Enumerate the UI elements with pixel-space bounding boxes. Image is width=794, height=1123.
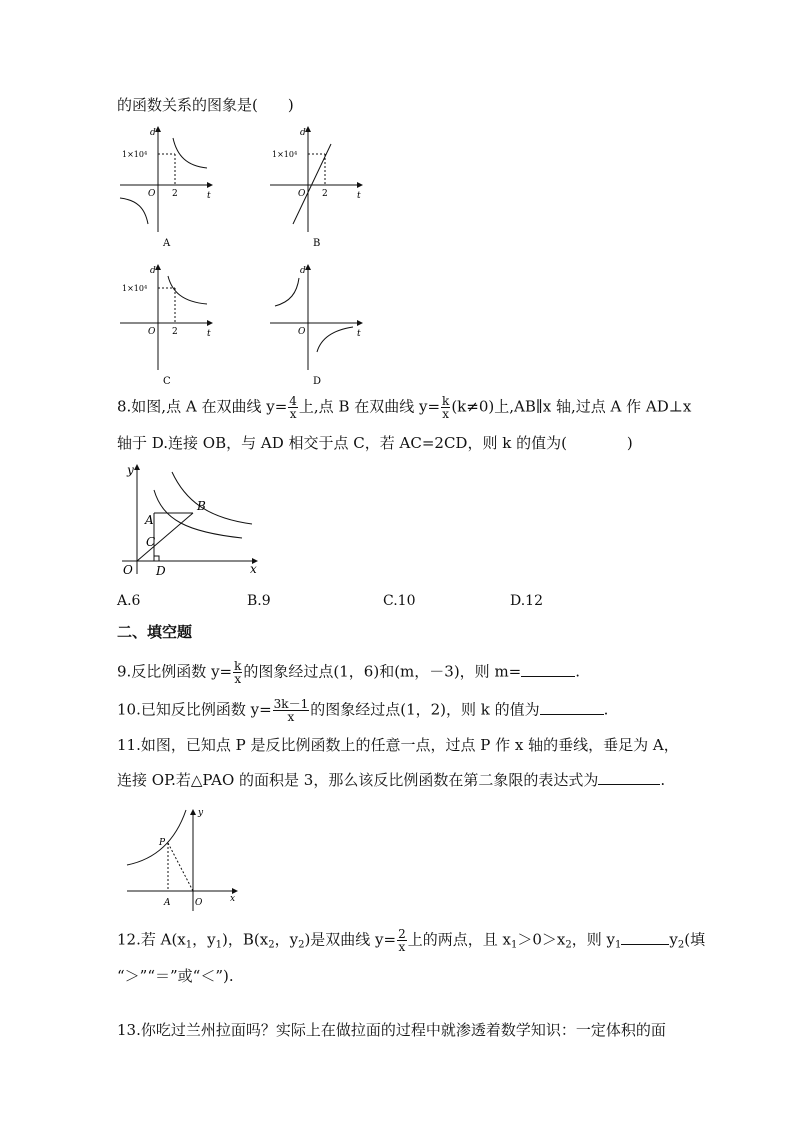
- q8-figure: [117, 460, 267, 580]
- graph-a-x-tick: 2: [172, 189, 178, 199]
- fraction-k-over-x: $\frac{k}{x}$: [442, 394, 450, 421]
- q8-point-c: C: [146, 535, 156, 549]
- graph-b: [270, 127, 362, 249]
- graph-c-x-label: t: [207, 329, 211, 339]
- q8-option-b[interactable]: B.9: [247, 593, 271, 609]
- q11-point-a: A: [164, 898, 171, 908]
- answer-blank[interactable]: [621, 930, 669, 945]
- section-title: 二、填空题: [117, 623, 193, 641]
- graph-d-label: D: [313, 376, 322, 384]
- fraction-4-over-x: $\frac{4}{x}$: [289, 394, 297, 421]
- q8-origin: O: [123, 563, 133, 577]
- answer-blank[interactable]: [598, 770, 660, 785]
- graph-d: [270, 265, 362, 384]
- graph-b-label: B: [313, 238, 321, 249]
- question-10: 10.已知反比例函数 y= $\frac{3k-1}{x}$ 的图象经过点(1，2)，则 k 的值为 .: [117, 697, 609, 724]
- graph-d-origin: O: [298, 327, 306, 337]
- graph-a-x-label: t: [207, 191, 211, 201]
- q11-figure: [122, 805, 247, 915]
- graph-d-y-label: d: [300, 266, 306, 276]
- fraction-k-over-x: $\frac{k}{x}$: [234, 659, 242, 686]
- question-7-tail: 的函数关系的图象是( ): [117, 96, 294, 114]
- q8-y-label: y: [127, 463, 134, 477]
- q8-option-d[interactable]: D.12: [510, 593, 543, 609]
- q8-point-a: A: [145, 513, 154, 527]
- q11-x-label: x: [230, 894, 236, 904]
- answer-blank[interactable]: [540, 700, 604, 715]
- graph-d-x-label: t: [357, 329, 361, 339]
- graph-b-x-tick: 2: [322, 189, 328, 199]
- graph-a-origin: O: [148, 189, 156, 199]
- question-11-line-1: 11.如图，已知点 P 是反比例函数上的任意一点，过点 P 作 x 轴的垂线，垂足为 A，: [117, 736, 679, 754]
- q8-point-b: B: [197, 499, 206, 513]
- graph-c-origin: O: [148, 327, 156, 337]
- graph-c-y-label: d: [150, 266, 156, 276]
- answer-blank[interactable]: [521, 662, 575, 677]
- graph-a-y-label: d: [150, 128, 156, 138]
- q8-option-c[interactable]: C.10: [383, 593, 416, 609]
- graph-b-origin: O: [298, 189, 306, 199]
- q11-point-p: P: [159, 838, 166, 848]
- question-12-line-1: 12.若 $A(x_1$，$y_1$)，$B(x_2$，$y_2$)是双曲线 y= $\frac{2}{x}$ 上的两点，且 $x_1>0>x_2$，则 $y_1$ $y_2$(填: [117, 927, 706, 954]
- q11-y-label: y: [198, 808, 204, 818]
- question-8-line-2: 轴于 D.连接 OB，与 AD 相交于点 C，若 AC=2CD，则 k 的值为( ): [117, 434, 633, 452]
- q8-x-label: x: [250, 562, 257, 576]
- graph-c-x-tick: 2: [172, 327, 178, 337]
- question-11-line-2: 连接 OP.若△PAO 的面积是 3，那么该反比例函数在第二象限的表达式为 .: [117, 771, 666, 789]
- graph-b-x-label: t: [357, 191, 361, 201]
- question-13-line-1: 13.你吃过兰州拉面吗？实际上在做拉面的过程中就渗透着数学知识：一定体积的面: [117, 1021, 666, 1039]
- question-8-line-1: 8.如图,点 A 在双曲线 y= $\frac{4}{x}$ 上,点 B 在双曲线 y= $\frac{k}{x}$ (k≠0)上,AB∥x 轴,过点 A 作 AD⊥x: [117, 394, 692, 421]
- q8-point-d: D: [156, 564, 166, 578]
- fraction-3k-1-over-x: $\frac{3k-1}{x}$: [273, 697, 309, 724]
- q8-option-a[interactable]: A.6: [117, 593, 141, 609]
- question-9: 9.反比例函数 y= $\frac{k}{x}$ 的图象经过点(1，6)和(m，－3)，则 m= .: [117, 659, 581, 686]
- graph-c: [120, 265, 212, 384]
- graph-a-label: A: [163, 238, 171, 249]
- q7-graph-grid: [115, 122, 375, 384]
- fraction-2-over-x: $\frac{2}{x}$: [398, 927, 406, 954]
- graph-c-y-tick: 1×10⁴: [122, 284, 148, 293]
- question-12-line-2: “＞”“＝”或“＜”).: [117, 967, 234, 985]
- graph-a: [120, 127, 212, 249]
- graph-c-label: C: [163, 376, 171, 384]
- q11-origin: O: [195, 898, 203, 908]
- graph-b-y-label: d: [300, 128, 306, 138]
- graph-b-y-tick: 1×10⁴: [272, 150, 298, 159]
- graph-a-y-tick: 1×10⁴: [122, 150, 148, 159]
